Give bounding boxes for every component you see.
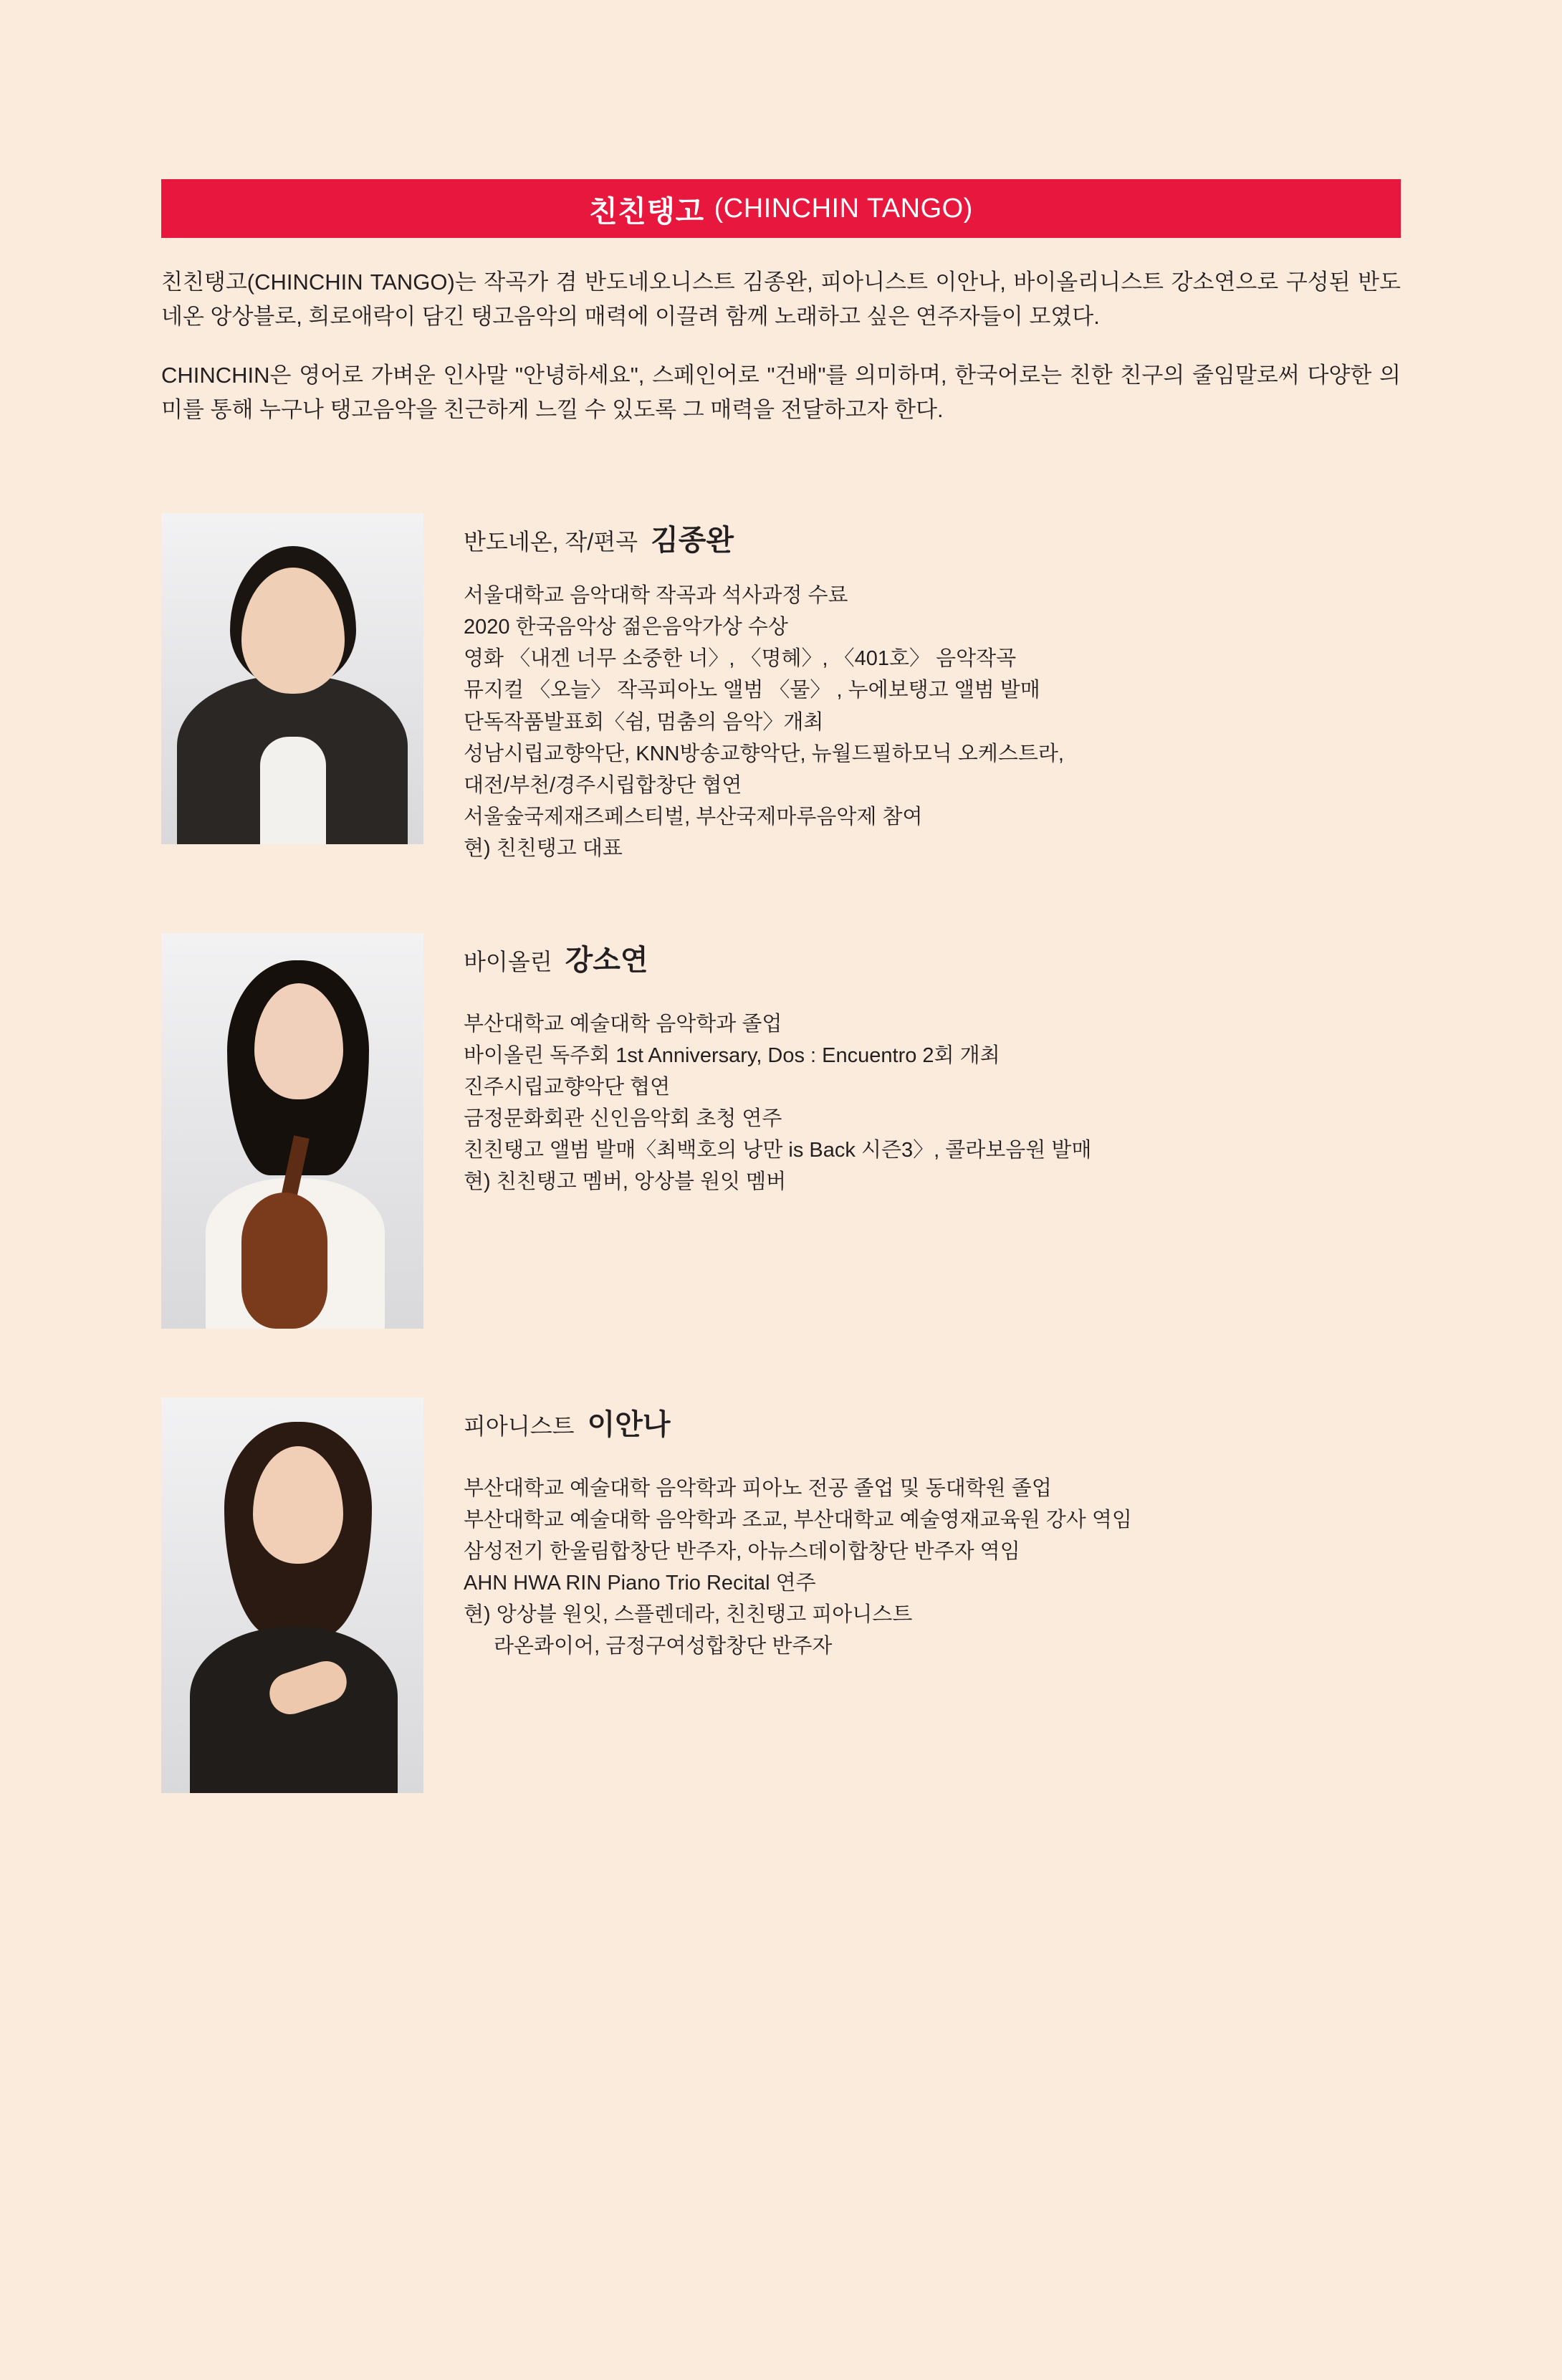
bio-line: 삼성전기 한울림합창단 반주자, 아뉴스데이합창단 반주자 역임 [464, 1540, 1020, 1564]
title-english: (CHINCHIN TANGO) [714, 193, 973, 224]
bio-line: 진주시립교향악단 협연 [464, 1076, 671, 1099]
member-bio [464, 580, 1401, 864]
member-bio [464, 1008, 1401, 1198]
bio-line: 바이올린 독주회 1st Anniversary, Dos : Encuentro 2회 개최 [464, 1043, 1000, 1067]
bio-line: 뮤지컬 〈오늘〉 작곡피아노 앨범 〈물〉 , 누에보탱고 앨범 발매 [464, 679, 1040, 702]
bio-line: 금정문화회관 신인음악회 초청 연주 [464, 1107, 782, 1131]
bio-line: 현) 앙상블 원잇, 스플렌데라, 친친탱고 피아니스트 [464, 1603, 913, 1627]
photo-shirt-shape [260, 737, 326, 844]
member-role: 반도네온, 작/편곡 [464, 529, 638, 555]
bio-line: 현) 친친탱고 멤버, 앙상블 원잇 멤버 [464, 1170, 787, 1194]
bio-line: 부산대학교 예술대학 음악학과 졸업 [464, 1012, 782, 1036]
bio-line: 현) 친친탱고 대표 [464, 836, 623, 860]
bio-line: 2020 한국음악상 젊은음악가상 수상 [464, 616, 788, 639]
bio-line: 서울숲국제재즈페스티벌, 부산국제마루음악제 참여 [464, 805, 923, 828]
title-korean: 친친탱고 [589, 194, 704, 228]
member-role: 피아니스트 [464, 1413, 575, 1439]
intro-paragraph-2: CHINCHIN은 영어로 가벼운 인사말 "안녕하세요", 스페인어로 "건배"를 의미하며, 한국어로는 친한 친구의 줄임말로써 다양한 의미를 통해 누구나 탱고음악을 친근하게 느낄 수 있도록 그 매력을 전달하고자 한다. [161, 363, 1401, 423]
bio-line: 라온콰이어, 금정구여성합창단 반주자 [494, 1635, 833, 1658]
member-profile [161, 513, 1401, 864]
member-info [423, 933, 1401, 1198]
bio-line: 친친탱고 앨범 발매〈최백호의 낭만 is Back 시즌3〉, 콜라보음원 발매 [464, 1139, 1092, 1162]
member-name: 강소연 [565, 944, 648, 976]
member-info [423, 513, 1401, 864]
bio-line: 성남시립교향악단, KNN방송교향악단, 뉴월드필하모닉 오케스트라, [464, 742, 1064, 765]
document-page [0, 179, 1562, 2380]
member-role-line [464, 1402, 1401, 1443]
title-banner [161, 179, 1401, 238]
bio-line: 단독작품발표회〈쉼, 멈춤의 음악〉개최 [464, 710, 824, 734]
member-bio [464, 1473, 1401, 1662]
member-name: 이안나 [587, 1408, 671, 1440]
bio-line: 대전/부천/경주시립합창단 협연 [464, 773, 742, 797]
member-role-line [464, 937, 1401, 978]
member-photo [161, 1397, 423, 1793]
member-photo [161, 513, 423, 844]
bio-line: 서울대학교 음악대학 작곡과 석사과정 수료 [464, 584, 848, 608]
intro-paragraph-1: 친친탱고(CHINCHIN TANGO)는 작곡가 겸 반도네오니스트 김종완, 피아니스트 이안나, 바이올리니스트 강소연으로 구성된 반도네온 앙상블로, 희로애락이 담긴 탱고음악의 매력에 이끌려 함께 노래하고 싶은 연주자들이 모였다. [161, 269, 1401, 330]
member-photo [161, 933, 423, 1329]
bio-line: AHN HWA RIN Piano Trio Recital 연주 [464, 1572, 816, 1595]
member-role: 바이올린 [464, 948, 552, 975]
violin-body-shape [241, 1193, 327, 1329]
bio-line: 영화 〈내겐 너무 소중한 너〉, 〈명혜〉, 〈401호〉 음악작곡 [464, 647, 1017, 671]
member-name: 김종완 [651, 525, 734, 557]
member-info [423, 1397, 1401, 1662]
intro-section [161, 265, 1401, 427]
bio-line: 부산대학교 예술대학 음악학과 피아노 전공 졸업 및 동대학원 졸업 [464, 1476, 1052, 1500]
member-role-line [464, 517, 1401, 558]
member-profile [161, 933, 1401, 1329]
members-section [161, 513, 1401, 1793]
bio-line: 부산대학교 예술대학 음악학과 조교, 부산대학교 예술영재교육원 강사 역임 [464, 1508, 1132, 1531]
member-profile [161, 1397, 1401, 1793]
